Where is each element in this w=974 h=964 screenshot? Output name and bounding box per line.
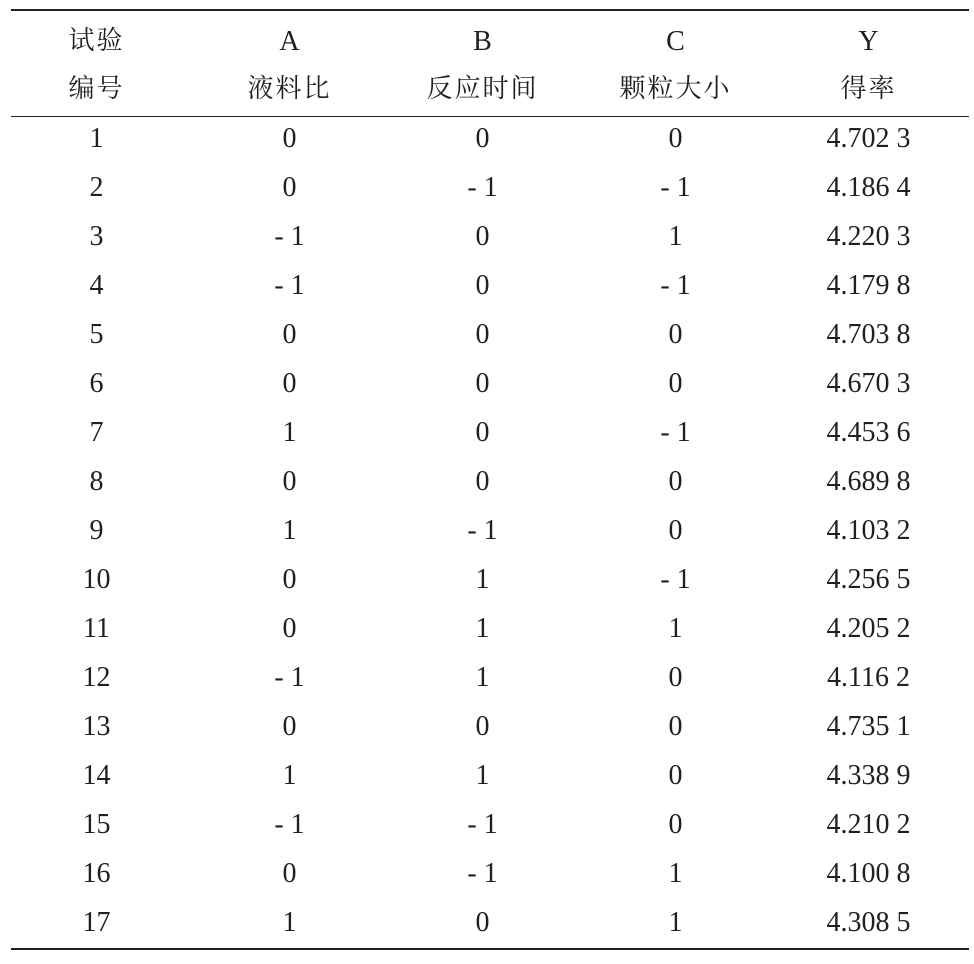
cell-trial: 3: [89, 221, 104, 252]
cell-b: 1: [475, 760, 490, 791]
header-reaction-time: 反应时间: [426, 74, 539, 104]
cell-y: 4.220 3: [826, 221, 911, 252]
cell-trial: 5: [89, 319, 104, 350]
table-row: [0, 751, 974, 800]
cell-a: 0: [282, 368, 297, 399]
cell-trial: 8: [89, 466, 104, 497]
cell-b: - 1: [467, 809, 498, 840]
cell-a: 0: [282, 564, 297, 595]
header-yield: 得率: [840, 74, 897, 104]
cell-c: 0: [668, 466, 683, 497]
header-row-2: [0, 65, 974, 114]
cell-b: 0: [475, 319, 490, 350]
table-row: [0, 604, 974, 653]
cell-a: 0: [282, 858, 297, 889]
cell-c: - 1: [660, 172, 691, 203]
cell-y: 4.205 2: [826, 613, 911, 644]
cell-y: 4.103 2: [826, 515, 911, 546]
cell-c: 0: [668, 760, 683, 791]
table-row: [0, 408, 974, 457]
cell-y: 4.735 1: [826, 711, 911, 742]
cell-a: 0: [282, 123, 297, 154]
cell-a: - 1: [274, 662, 305, 693]
header-number: 编号: [68, 74, 125, 104]
cell-y: 4.453 6: [826, 417, 911, 448]
cell-b: - 1: [467, 858, 498, 889]
cell-b: 1: [475, 564, 490, 595]
table-row: [0, 800, 974, 849]
cell-a: 0: [282, 172, 297, 203]
cell-y: 4.670 3: [826, 368, 911, 399]
table-row: [0, 849, 974, 898]
cell-c: 1: [668, 858, 683, 889]
cell-a: - 1: [274, 221, 305, 252]
cell-trial: 16: [82, 858, 111, 889]
table-bottom-rule: [11, 948, 969, 950]
cell-b: 0: [475, 466, 490, 497]
header-b: B: [473, 26, 492, 57]
cell-c: 0: [668, 711, 683, 742]
header-trial: 试验: [68, 26, 125, 56]
cell-trial: 1: [89, 123, 104, 154]
cell-y: 4.702 3: [826, 123, 911, 154]
cell-a: 0: [282, 711, 297, 742]
table-row: [0, 653, 974, 702]
table-row: [0, 702, 974, 751]
cell-a: 0: [282, 466, 297, 497]
cell-a: - 1: [274, 270, 305, 301]
cell-y: 4.338 9: [826, 760, 911, 791]
table-row: [0, 457, 974, 506]
cell-b: 0: [475, 270, 490, 301]
cell-trial: 15: [82, 809, 111, 840]
cell-a: - 1: [274, 809, 305, 840]
cell-y: 4.210 2: [826, 809, 911, 840]
cell-trial: 6: [89, 368, 104, 399]
header-liquid-ratio: 液料比: [247, 74, 332, 104]
cell-y: 4.256 5: [826, 564, 911, 595]
cell-trial: 7: [89, 417, 104, 448]
cell-c: 0: [668, 809, 683, 840]
cell-trial: 9: [89, 515, 104, 546]
cell-trial: 13: [82, 711, 111, 742]
cell-c: 0: [668, 515, 683, 546]
table-row: [0, 898, 974, 947]
header-particle-size: 颗粒大小: [619, 74, 732, 104]
cell-a: 0: [282, 319, 297, 350]
cell-c: 0: [668, 368, 683, 399]
cell-y: 4.703 8: [826, 319, 911, 350]
cell-a: 1: [282, 417, 297, 448]
table-row: [0, 310, 974, 359]
cell-trial: 2: [89, 172, 104, 203]
header-row-1: [0, 17, 974, 66]
cell-b: 1: [475, 613, 490, 644]
cell-b: 0: [475, 417, 490, 448]
header-a: A: [279, 26, 300, 57]
cell-y: 4.100 8: [826, 858, 911, 889]
cell-c: 0: [668, 123, 683, 154]
header-c: C: [666, 26, 685, 57]
cell-b: 0: [475, 907, 490, 938]
table-row: [0, 359, 974, 408]
cell-b: 0: [475, 221, 490, 252]
cell-a: 1: [282, 907, 297, 938]
cell-trial: 14: [82, 760, 111, 791]
table-row: [0, 114, 974, 163]
cell-y: 4.116 2: [827, 662, 910, 693]
cell-y: 4.179 8: [826, 270, 911, 301]
cell-c: - 1: [660, 270, 691, 301]
table-row: [0, 555, 974, 604]
cell-trial: 17: [82, 907, 111, 938]
cell-b: 0: [475, 123, 490, 154]
cell-b: - 1: [467, 515, 498, 546]
cell-a: 1: [282, 515, 297, 546]
table-top-rule: [11, 9, 969, 11]
cell-trial: 4: [89, 270, 104, 301]
cell-c: 0: [668, 662, 683, 693]
cell-trial: 11: [83, 613, 110, 644]
table-row: [0, 506, 974, 555]
table-row: [0, 163, 974, 212]
cell-c: 1: [668, 221, 683, 252]
cell-trial: 12: [82, 662, 111, 693]
cell-b: 0: [475, 368, 490, 399]
cell-c: - 1: [660, 564, 691, 595]
cell-b: 1: [475, 662, 490, 693]
cell-a: 0: [282, 613, 297, 644]
cell-c: 1: [668, 907, 683, 938]
cell-c: 1: [668, 613, 683, 644]
cell-c: - 1: [660, 417, 691, 448]
cell-trial: 10: [82, 564, 111, 595]
cell-y: 4.689 8: [826, 466, 911, 497]
table-row: [0, 261, 974, 310]
cell-y: 4.186 4: [826, 172, 911, 203]
header-y: Y: [858, 26, 879, 57]
cell-y: 4.308 5: [826, 907, 911, 938]
cell-b: - 1: [467, 172, 498, 203]
table-row: [0, 212, 974, 261]
cell-a: 1: [282, 760, 297, 791]
cell-c: 0: [668, 319, 683, 350]
cell-b: 0: [475, 711, 490, 742]
